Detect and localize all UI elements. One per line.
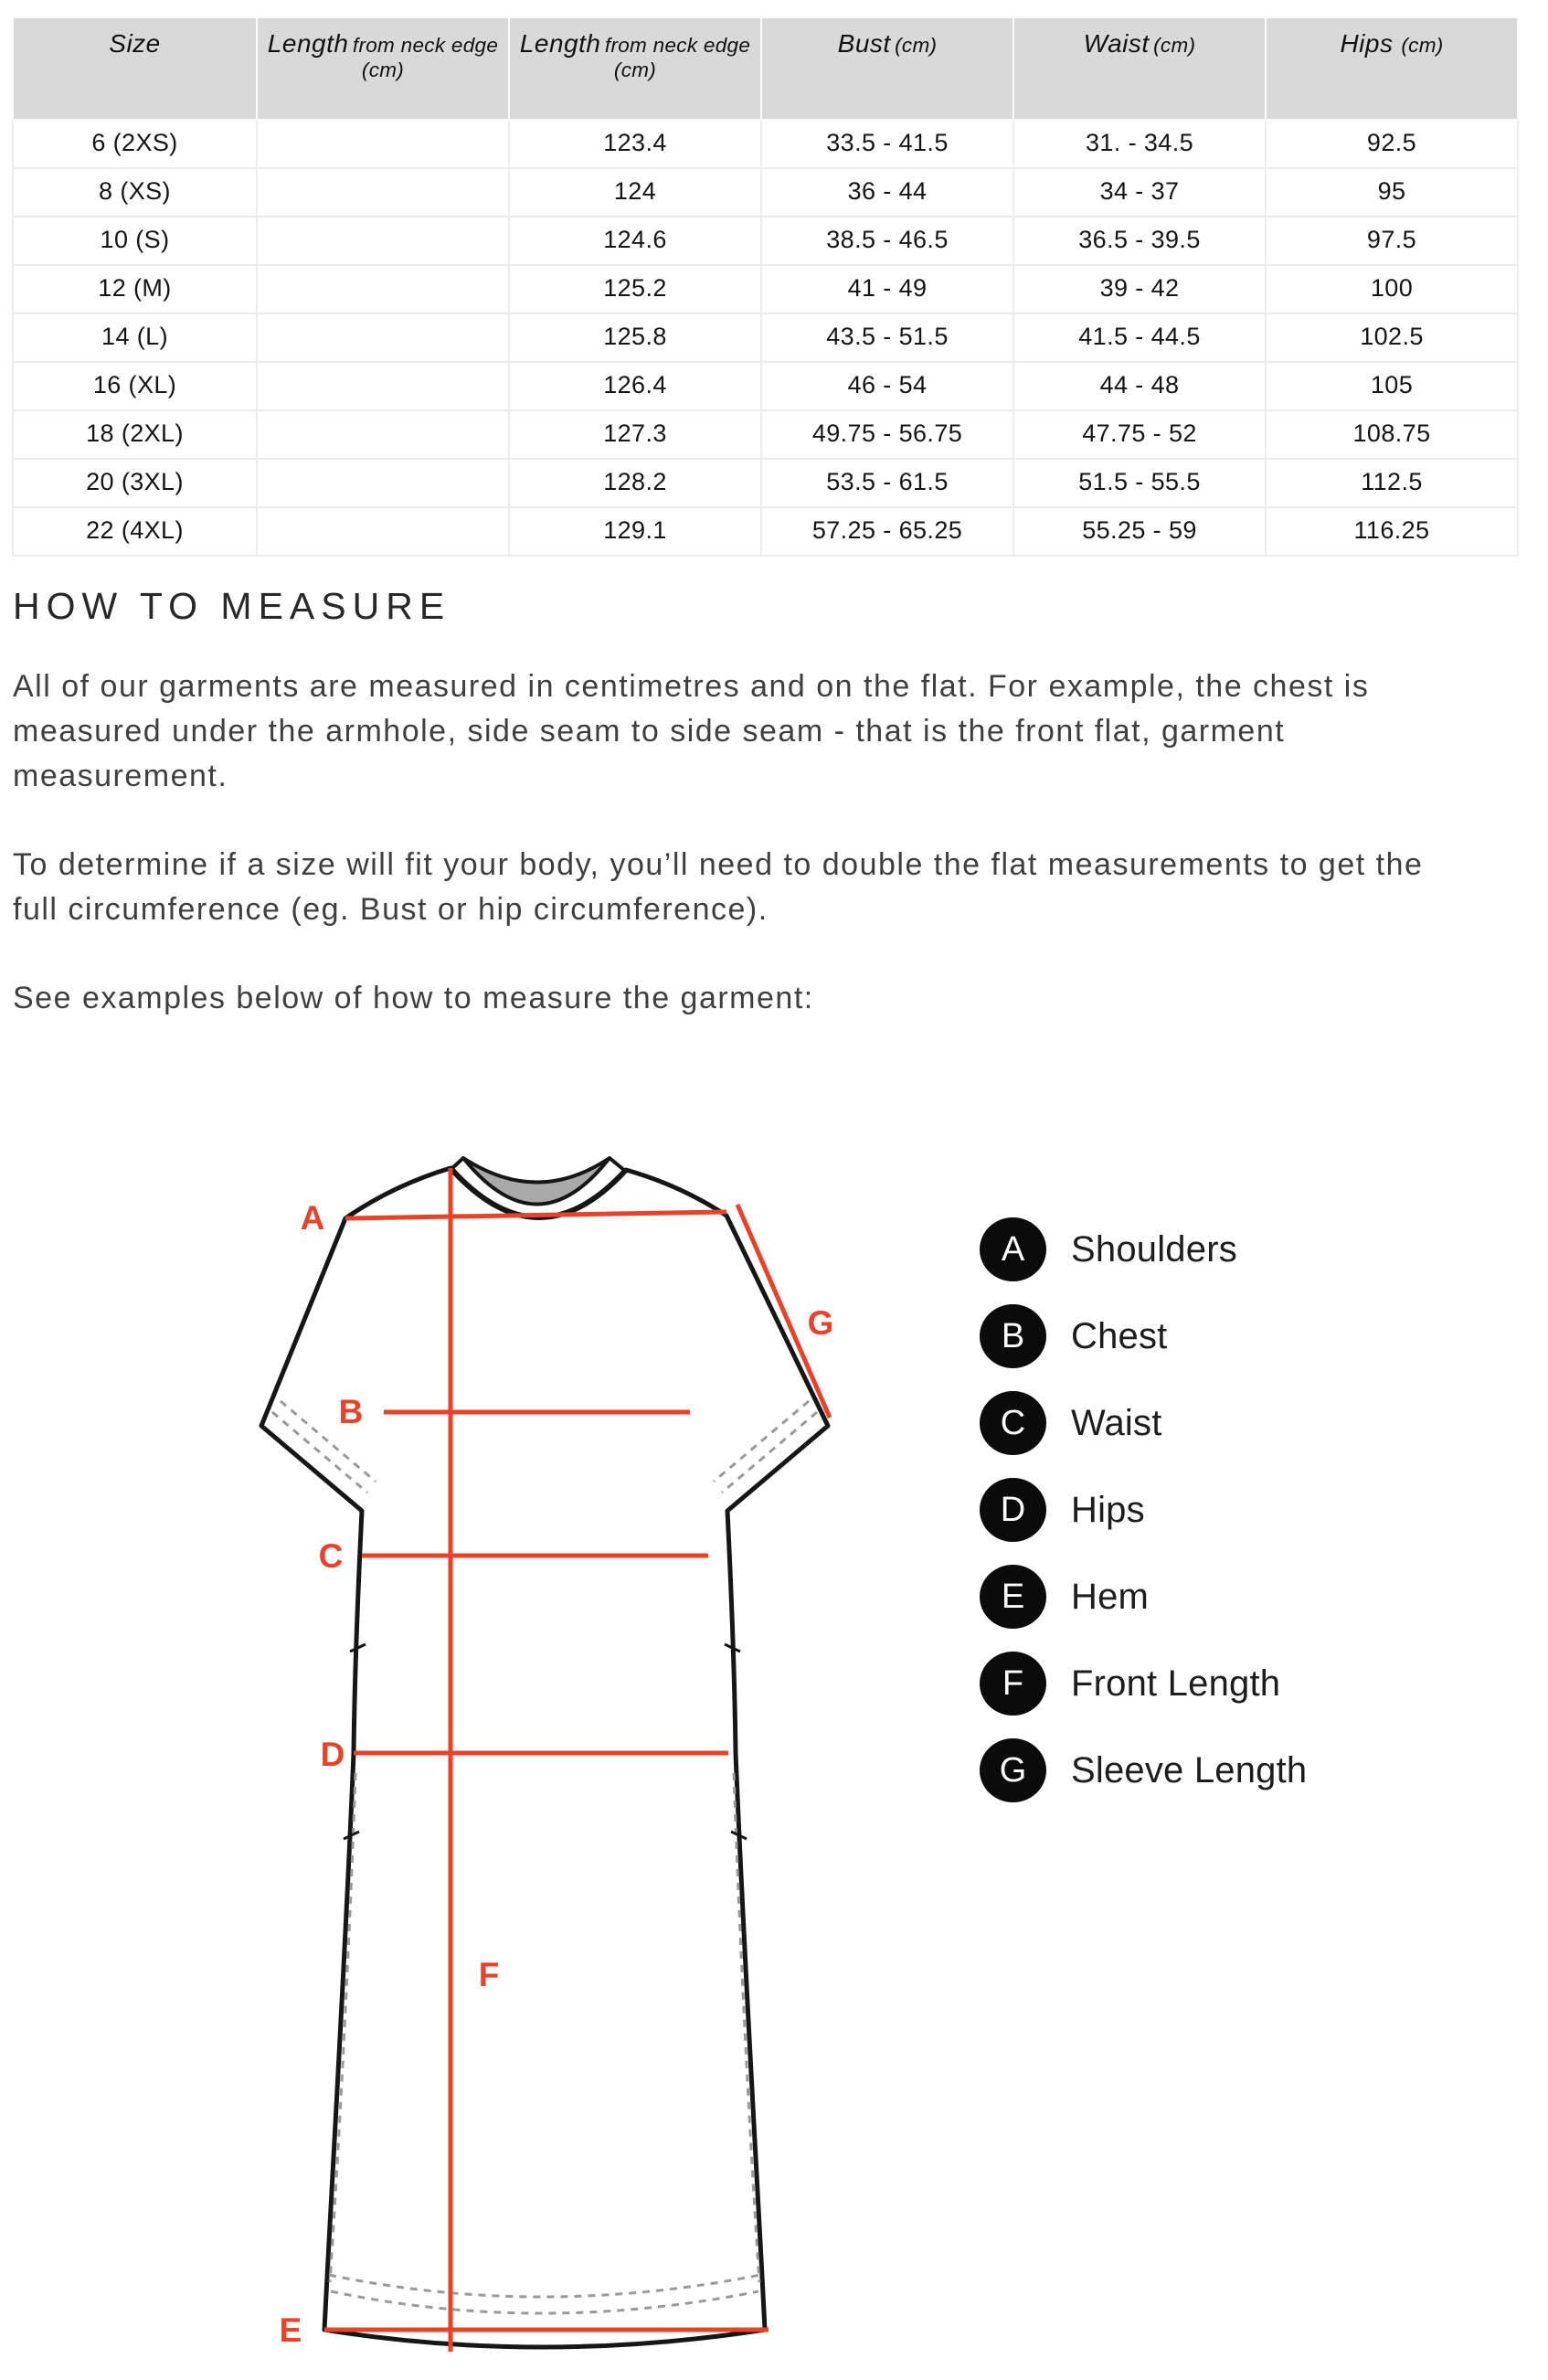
cell-size: 16 (XL) [13, 362, 257, 410]
cell-size: 12 (M) [13, 265, 257, 313]
cell-size: 10 (S) [13, 217, 257, 265]
cell-bust: 38.5 - 46.5 [761, 217, 1013, 265]
cell-length-2: 129.1 [509, 507, 761, 556]
cell-length-2: 125.2 [509, 265, 761, 313]
marker-label-waist: C [318, 1537, 344, 1575]
cell-length-2: 123.4 [509, 120, 761, 168]
cell-length-2: 127.3 [509, 410, 761, 459]
cell-bust: 43.5 - 51.5 [761, 313, 1013, 362]
size-chart [12, 16, 1519, 557]
cell-hips: 92.5 [1266, 120, 1518, 168]
legend-key-badge: C [980, 1391, 1046, 1455]
cell-waist: 34 - 37 [1013, 168, 1266, 217]
legend-item [980, 1478, 1307, 1542]
legend-key-badge: E [980, 1565, 1046, 1629]
cell-bust: 53.5 - 61.5 [761, 459, 1013, 507]
legend-label: Front Length [1071, 1663, 1281, 1704]
cell-waist: 41.5 - 44.5 [1013, 313, 1266, 362]
cell-length-1 [257, 459, 509, 507]
cell-bust: 33.5 - 41.5 [761, 120, 1013, 168]
collar-horn-left [451, 1158, 463, 1169]
cell-length-2: 125.8 [509, 313, 761, 362]
legend-item [980, 1565, 1307, 1629]
cell-length-1 [257, 217, 509, 265]
table-row [13, 507, 1518, 556]
measurement-legend [980, 1217, 1307, 1825]
cell-length-1 [257, 168, 509, 217]
legend-label: Hem [1071, 1576, 1150, 1617]
legend-label: Sleeve Length [1071, 1749, 1308, 1790]
legend-key-badge: A [980, 1217, 1046, 1281]
size-chart-table [12, 16, 1519, 557]
cell-size: 18 (2XL) [13, 410, 257, 459]
legend-label: Chest [1071, 1315, 1168, 1356]
legend-key-badge: D [980, 1478, 1046, 1542]
measure-paragraph-2: To determine if a size will fit your body, you’ll need to double the flat measurements to get the full circumference (eg. Bust or hip circumference). [13, 847, 1424, 927]
legend-item [980, 1304, 1307, 1368]
table-row [13, 265, 1518, 313]
cell-size: 14 (L) [13, 313, 257, 362]
marker-label-chest: B [338, 1393, 364, 1430]
how-to-measure-heading: HOW TO MEASURE [13, 585, 451, 627]
cell-waist: 44 - 48 [1013, 362, 1266, 410]
cell-waist: 55.25 - 59 [1013, 507, 1266, 556]
cell-length-2: 128.2 [509, 459, 761, 507]
column-header-hips: Hips (cm) [1266, 17, 1518, 120]
table-row [13, 362, 1518, 410]
legend-key-badge: B [980, 1304, 1046, 1368]
table-row [13, 410, 1518, 459]
legend-key-badge: F [980, 1652, 1046, 1716]
marker-label-hips: D [320, 1736, 345, 1773]
cell-size: 20 (3XL) [13, 459, 257, 507]
cell-waist: 36.5 - 39.5 [1013, 217, 1266, 265]
cell-length-1 [257, 313, 509, 362]
cell-size: 22 (4XL) [13, 507, 257, 556]
legend-item [980, 1391, 1307, 1455]
column-header-bust: Bust (cm) [761, 17, 1013, 120]
marker-label-front-length: F [478, 1956, 500, 1993]
legend-label: Hips [1071, 1489, 1145, 1530]
cell-waist: 47.75 - 52 [1013, 410, 1266, 459]
column-header-size: Size [13, 17, 257, 120]
cell-length-1 [257, 120, 509, 168]
cell-length-2: 124 [509, 168, 761, 217]
marker-label-shoulders: A [300, 1199, 325, 1237]
column-header-length-1: Length from neck edge (cm) [257, 17, 509, 120]
garment-diagram [247, 1129, 850, 2376]
legend-label: Waist [1071, 1402, 1162, 1443]
cell-length-1 [257, 362, 509, 410]
dress-outline [261, 1168, 828, 2347]
cell-bust: 41 - 49 [761, 265, 1013, 313]
legend-label: Shoulders [1071, 1228, 1237, 1270]
table-row [13, 313, 1518, 362]
marker-label-hem: E [279, 2311, 302, 2349]
cell-waist: 31. - 34.5 [1013, 120, 1266, 168]
table-header [13, 17, 1518, 120]
legend-key-badge: G [980, 1738, 1046, 1802]
table-row [13, 217, 1518, 265]
table-body [13, 120, 1518, 556]
cell-size: 6 (2XS) [13, 120, 257, 168]
table-row [13, 459, 1518, 507]
measure-paragraph-1: All of our garments are measured in centimetres and on the flat. For example, the chest is measured under the armhole, side seam to side seam - that is the front flat, garment measurement. [13, 669, 1370, 793]
legend-item [980, 1652, 1307, 1716]
table-row [13, 168, 1518, 217]
cell-hips: 116.25 [1266, 507, 1518, 556]
column-header-waist: Waist (cm) [1013, 17, 1266, 120]
legend-item [980, 1738, 1307, 1802]
collar-horn-right [610, 1158, 625, 1171]
cell-hips: 102.5 [1266, 313, 1518, 362]
cell-bust: 36 - 44 [761, 168, 1013, 217]
dress-sketch [247, 1129, 850, 2376]
cell-hips: 95 [1266, 168, 1518, 217]
marker-label-sleeve-length: G [807, 1304, 834, 1342]
how-to-measure-section [13, 585, 1444, 1065]
table-row [13, 120, 1518, 168]
cell-hips: 97.5 [1266, 217, 1518, 265]
cell-length-1 [257, 507, 509, 556]
measure-paragraph-3: See examples below of how to measure the garment: [13, 981, 814, 1015]
cell-length-1 [257, 410, 509, 459]
legend-item [980, 1217, 1307, 1281]
cell-hips: 112.5 [1266, 459, 1518, 507]
cell-hips: 105 [1266, 362, 1518, 410]
cell-length-2: 126.4 [509, 362, 761, 410]
cell-hips: 108.75 [1266, 410, 1518, 459]
column-header-length-2: Length from neck edge (cm) [509, 17, 761, 120]
cell-hips: 100 [1266, 265, 1518, 313]
cell-bust: 46 - 54 [761, 362, 1013, 410]
cell-bust: 57.25 - 65.25 [761, 507, 1013, 556]
cell-waist: 39 - 42 [1013, 265, 1266, 313]
cell-length-1 [257, 265, 509, 313]
cell-bust: 49.75 - 56.75 [761, 410, 1013, 459]
cell-waist: 51.5 - 55.5 [1013, 459, 1266, 507]
cell-length-2: 124.6 [509, 217, 761, 265]
cell-size: 8 (XS) [13, 168, 257, 217]
